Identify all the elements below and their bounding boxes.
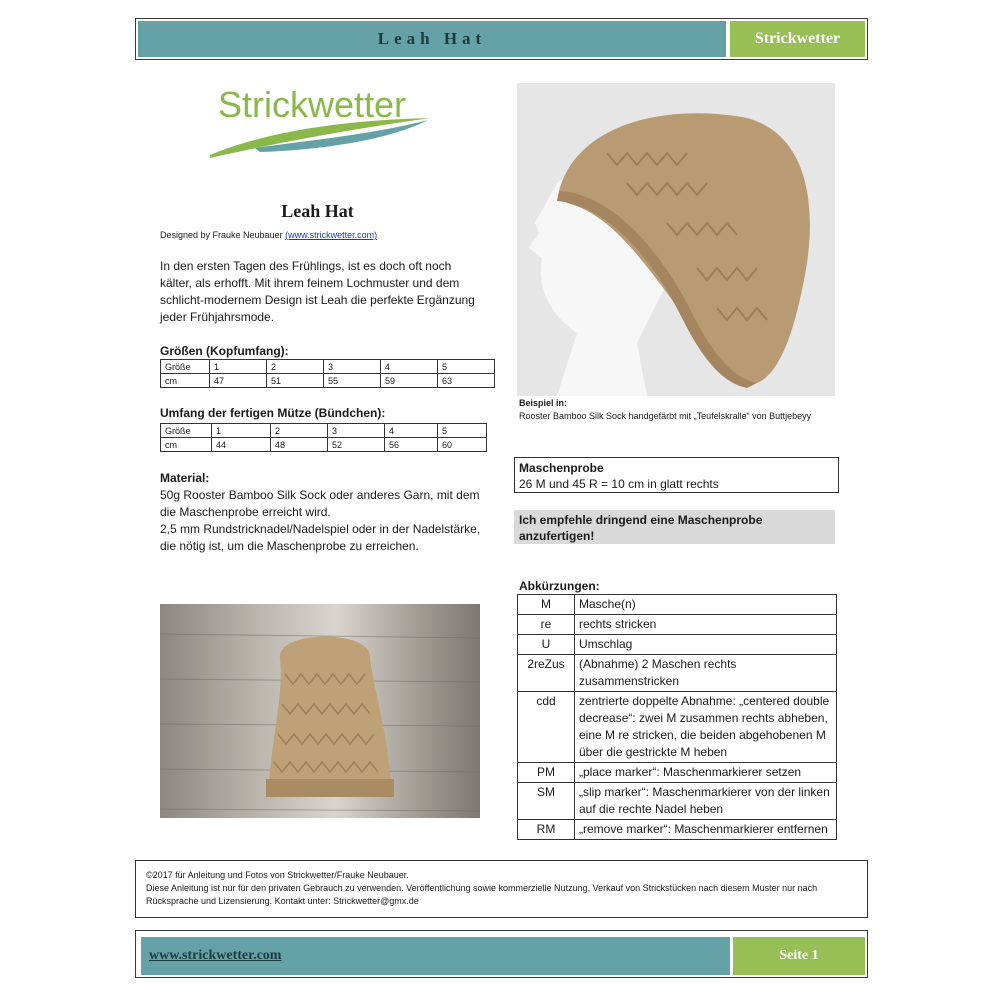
abbr-key: SM <box>518 783 575 820</box>
table-cell: 3 <box>324 360 381 374</box>
abbr-key: M <box>518 595 575 615</box>
header-title: Leah Hat <box>377 29 487 48</box>
gauge-warning: Ich empfehle dringend eine Maschenprobe anzufertigen! <box>514 510 835 544</box>
table-row <box>161 360 495 374</box>
table-row <box>518 595 837 615</box>
designer-credit <box>160 230 377 240</box>
table-cell: 44 <box>212 438 271 452</box>
table-cell: cm <box>161 374 210 388</box>
abbr-value: (Abnahme) 2 Maschen rechts zusammenstricken <box>575 655 837 692</box>
gauge-heading: Maschenprobe <box>519 461 604 475</box>
footer-url-bar <box>141 937 730 975</box>
table-row <box>518 692 837 763</box>
material-text <box>160 487 485 555</box>
table-cell: 1 <box>210 360 267 374</box>
abbr-key: re <box>518 615 575 635</box>
table-row <box>518 635 837 655</box>
header-title-bar <box>138 21 726 57</box>
example-text: Rooster Bamboo Silk Sock handgefärbt mit „Teufelskralle“ von Buttjebeyy <box>519 411 812 421</box>
table-row <box>518 820 837 840</box>
example-heading: Beispiel in: <box>519 398 568 408</box>
table-cell: 5 <box>438 360 495 374</box>
abbr-value: „remove marker“: Maschenmarkierer entfernen <box>575 820 837 840</box>
circumference-table <box>160 423 487 452</box>
sizes-table <box>160 359 495 388</box>
abbreviations-table <box>517 594 837 840</box>
header-brand-bar <box>730 21 865 57</box>
page-number: Seite 1 <box>779 948 819 963</box>
material-yarn: 50g Rooster Bamboo Silk Sock oder anderes Garn, mit dem die Maschenprobe erreicht wird. <box>160 488 480 519</box>
gauge-box <box>514 457 839 493</box>
table-cell: 1 <box>212 424 271 438</box>
table-cell: 59 <box>381 374 438 388</box>
table-cell: 5 <box>438 424 487 438</box>
header-brand: Strickwetter <box>754 30 841 47</box>
abbr-key: 2reZus <box>518 655 575 692</box>
abbr-value: Masche(n) <box>575 595 837 615</box>
material-needles: 2,5 mm Rundstricknadel/Nadelspiel oder in der Nadelstärke, die nötig ist, um die Maschenprobe zu erreichen. <box>160 522 481 553</box>
table-cell: 52 <box>328 438 385 452</box>
abbr-key: RM <box>518 820 575 840</box>
abbr-value: Umschlag <box>575 635 837 655</box>
table-cell: 2 <box>267 360 324 374</box>
abbr-key: PM <box>518 763 575 783</box>
designer-text: Designed by Frauke Neubauer <box>160 230 286 240</box>
table-cell: 4 <box>385 424 438 438</box>
table-cell: 2 <box>271 424 328 438</box>
abbr-key: cdd <box>518 692 575 763</box>
abbreviations-heading: Abkürzungen: <box>519 579 600 593</box>
copyright-line: ©2017 für Anleitung und Fotos von Strickwetter/Frauke Neubauer. <box>146 870 409 880</box>
abbr-value: rechts stricken <box>575 615 837 635</box>
table-cell: 51 <box>267 374 324 388</box>
table-cell: 56 <box>385 438 438 452</box>
table-cell: 47 <box>210 374 267 388</box>
footer-page-bar <box>733 937 865 975</box>
photo-hat-on-mannequin <box>517 83 835 396</box>
table-row <box>518 615 837 635</box>
table-cell: 63 <box>438 374 495 388</box>
pattern-title: Leah Hat <box>281 201 354 221</box>
abbr-key: U <box>518 635 575 655</box>
gauge-text: 26 M und 45 R = 10 cm in glatt rechts <box>519 477 719 491</box>
abbr-value: zentrierte doppelte Abnahme: „centered double decrease“: zwei M zusammen rechts abheben, eine M re stricken, die beiden abgehobenen M über die gestrickte M heben <box>575 692 837 763</box>
abbr-value: „slip marker“: Maschenmarkierer von der linken auf die rechte Nadel heben <box>575 783 837 820</box>
table-cell: Größe <box>161 360 210 374</box>
intro-paragraph: In den ersten Tagen des Frühlings, ist es doch oft noch kälter, als erhofft. Mit ihrem feinem Lochmuster und dem schlicht-modernem Design ist Leah die perfekte Ergänzung jeder Frühjahrsmode. <box>160 259 475 324</box>
table-row <box>518 783 837 820</box>
table-row <box>161 374 495 388</box>
table-row <box>161 424 487 438</box>
license-text: Diese Anleitung ist nur für den privaten Gebrauch zu verwenden. Veröffentlichung sowie kommerzielle Nutzung, Verkauf von Strickstücken nach diesem Muster nur nach Rücksprache und Lizensierung. Kontakt unter: Strickwetter@gmx.de <box>146 883 818 906</box>
footer-url-link[interactable]: www.strickwetter.com <box>149 948 282 963</box>
table-cell: 4 <box>381 360 438 374</box>
table-row <box>518 655 837 692</box>
sizes-heading: Größen (Kopfumfang): <box>160 344 289 358</box>
table-cell: 55 <box>324 374 381 388</box>
table-cell: 3 <box>328 424 385 438</box>
table-cell: 60 <box>438 438 487 452</box>
photo-hat-flat-on-wood <box>160 604 480 818</box>
abbr-value: „place marker“: Maschenmarkierer setzen <box>575 763 837 783</box>
circumference-heading: Umfang der fertigen Mütze (Bündchen): <box>160 406 386 420</box>
designer-link[interactable]: (www.strickwetter.com) <box>285 230 378 240</box>
table-row <box>161 438 487 452</box>
material-heading: Material: <box>160 471 210 485</box>
table-cell: 48 <box>271 438 328 452</box>
table-row <box>518 763 837 783</box>
table-cell: Größe <box>161 424 212 438</box>
logo-wordmark: Strickwetter <box>218 84 407 125</box>
table-cell: cm <box>161 438 212 452</box>
copyright-box <box>135 860 868 918</box>
